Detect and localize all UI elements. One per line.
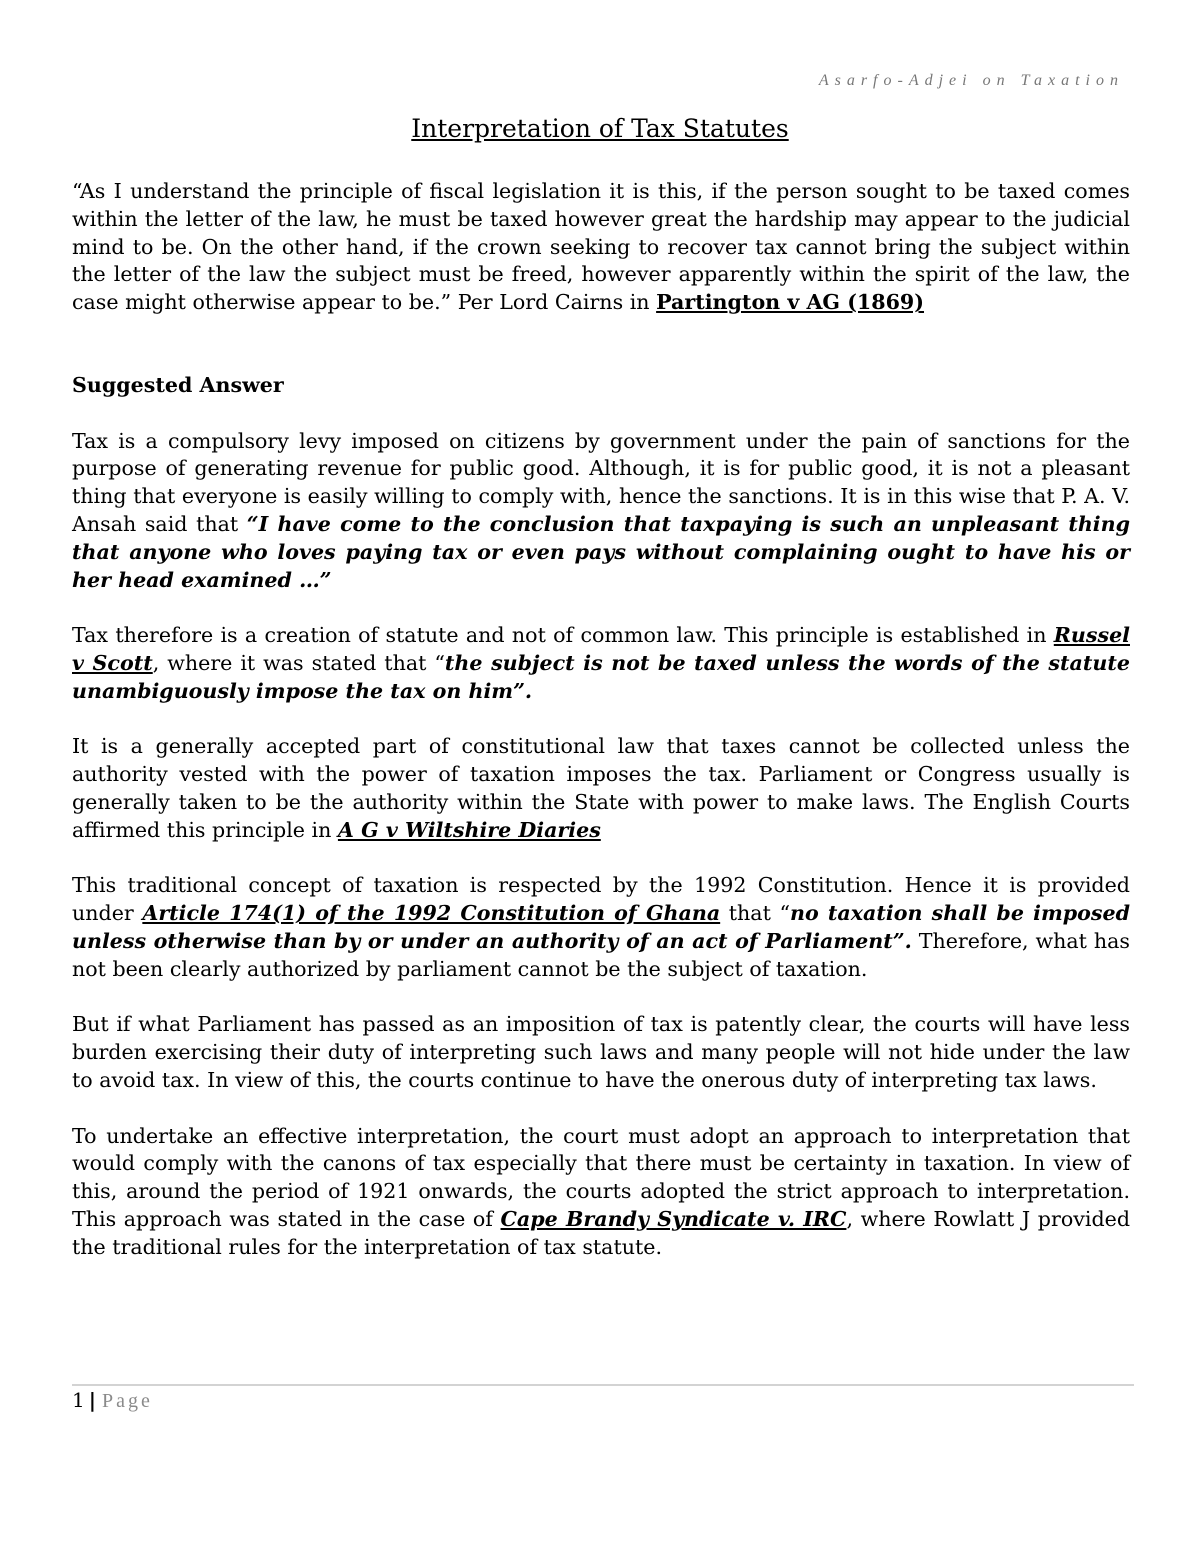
document-title: Interpretation of Tax Statutes	[411, 114, 789, 143]
paragraph-text: , where Rowlatt J provided the traditional rules for the interpretation of tax statute.	[72, 1206, 1130, 1259]
section-heading: Suggested Answer	[72, 372, 284, 397]
paragraph-strict-approach	[72, 1123, 1130, 1262]
case-citation-article-174: Article 174(1) of the 1992 Constitution of Ghana	[142, 901, 721, 926]
russel-quote: the subject is not be taxed unless the words of the statute unambiguously impose the tax on him”.	[72, 650, 1130, 703]
page-footer	[72, 1388, 153, 1413]
paragraph-constitution-1992	[72, 872, 1130, 983]
article-quote: no taxation shall be imposed unless otherwise than by or under an authority of an act of Parliament”.	[72, 901, 1130, 953]
paragraph-text: that “	[720, 901, 790, 926]
paragraph-text: But if what Parliament has passed as an imposition of tax is patently clear, the courts will have less burden exercising their duty of interpreting such laws and many people will not hide under the law to avoid tax. In view of this, the courts continue to have the onerous duty of interpreting tax laws.	[72, 1012, 1130, 1092]
paragraph-text: To undertake an effective interpretation, the court must adopt an approach to interpretation that would comply with the canons of tax especially that there must be certainty in taxation. In view of this, around the period of 1921 onwards, the courts adopted the strict approach to interpretation. This approach was stated in the case of	[72, 1123, 1130, 1231]
paragraph-text: It is a generally accepted part of constitutional law that taxes cannot be collected unless the authority vested with the power of taxation imposes the tax. Parliament or Congress usually is generally taken to be the authority within the State with power to make laws. The English Courts affirmed this principle in	[72, 734, 1130, 842]
paragraph-constitutional-law	[72, 733, 1130, 844]
paragraph-text: Tax is a compulsory levy imposed on citizens by government under the pain of sanctions for the purpose of generating revenue for public good. Although, it is for public good, it is not a pleasant thing that everyone is easily willing to comply with, hence the sanctions. It is in this wise that P. A. V. Ansah said that	[72, 428, 1130, 536]
paragraph-text: Therefore, what has not been clearly authorized by parliament cannot be the subject of taxation.	[72, 928, 1131, 981]
paragraph-text: This traditional concept of taxation is respected by the 1992 Constitution. Hence it is provided under	[72, 873, 1130, 926]
case-citation-partington: Partington v AG (1869)	[656, 290, 924, 315]
case-citation-russel: Russel v Scott	[72, 623, 1130, 675]
footer-divider	[72, 1384, 1134, 1386]
paragraph-parliament-clarity	[72, 1011, 1130, 1094]
ansah-quote: “I have come to the conclusion that taxpaying is such an unpleasant thing that anyone who loves paying tax or even pays without complaining ought to have his or her head examined …”	[72, 511, 1131, 592]
opening-quote-paragraph	[72, 178, 1130, 317]
paragraph-tax-definition	[72, 428, 1130, 595]
page-number: 1	[72, 1388, 85, 1412]
page-label: Page	[102, 1390, 153, 1412]
paragraph-text: Tax therefore is a creation of statute and not of common law. This principle is established in	[72, 623, 1054, 648]
case-citation-wiltshire: A G v Wiltshire Diaries	[337, 817, 601, 842]
case-citation-cape-brandy: Cape Brandy Syndicate v. IRC	[500, 1206, 847, 1231]
opening-quote-text: “As I understand the principle of fiscal legislation it is this, if the person sought to be taxed comes within the letter of the law, he must be taxed however great the hardship may appear to the judicial mind to be. On the other hand, if the crown seeking to recover tax cannot bring the subject within the letter of the law the subject must be freed, however apparently within the spirit of the law, the case might otherwise appear to be.” Per Lord Cairns in	[72, 179, 1130, 315]
paragraph-statute-principle	[72, 622, 1130, 705]
paragraph-text: , where it was stated that “	[152, 650, 445, 675]
document-body	[72, 178, 1130, 1261]
footer-separator: |	[88, 1388, 97, 1412]
running-header: Asarfo-Adjei on Taxation	[818, 72, 1124, 89]
